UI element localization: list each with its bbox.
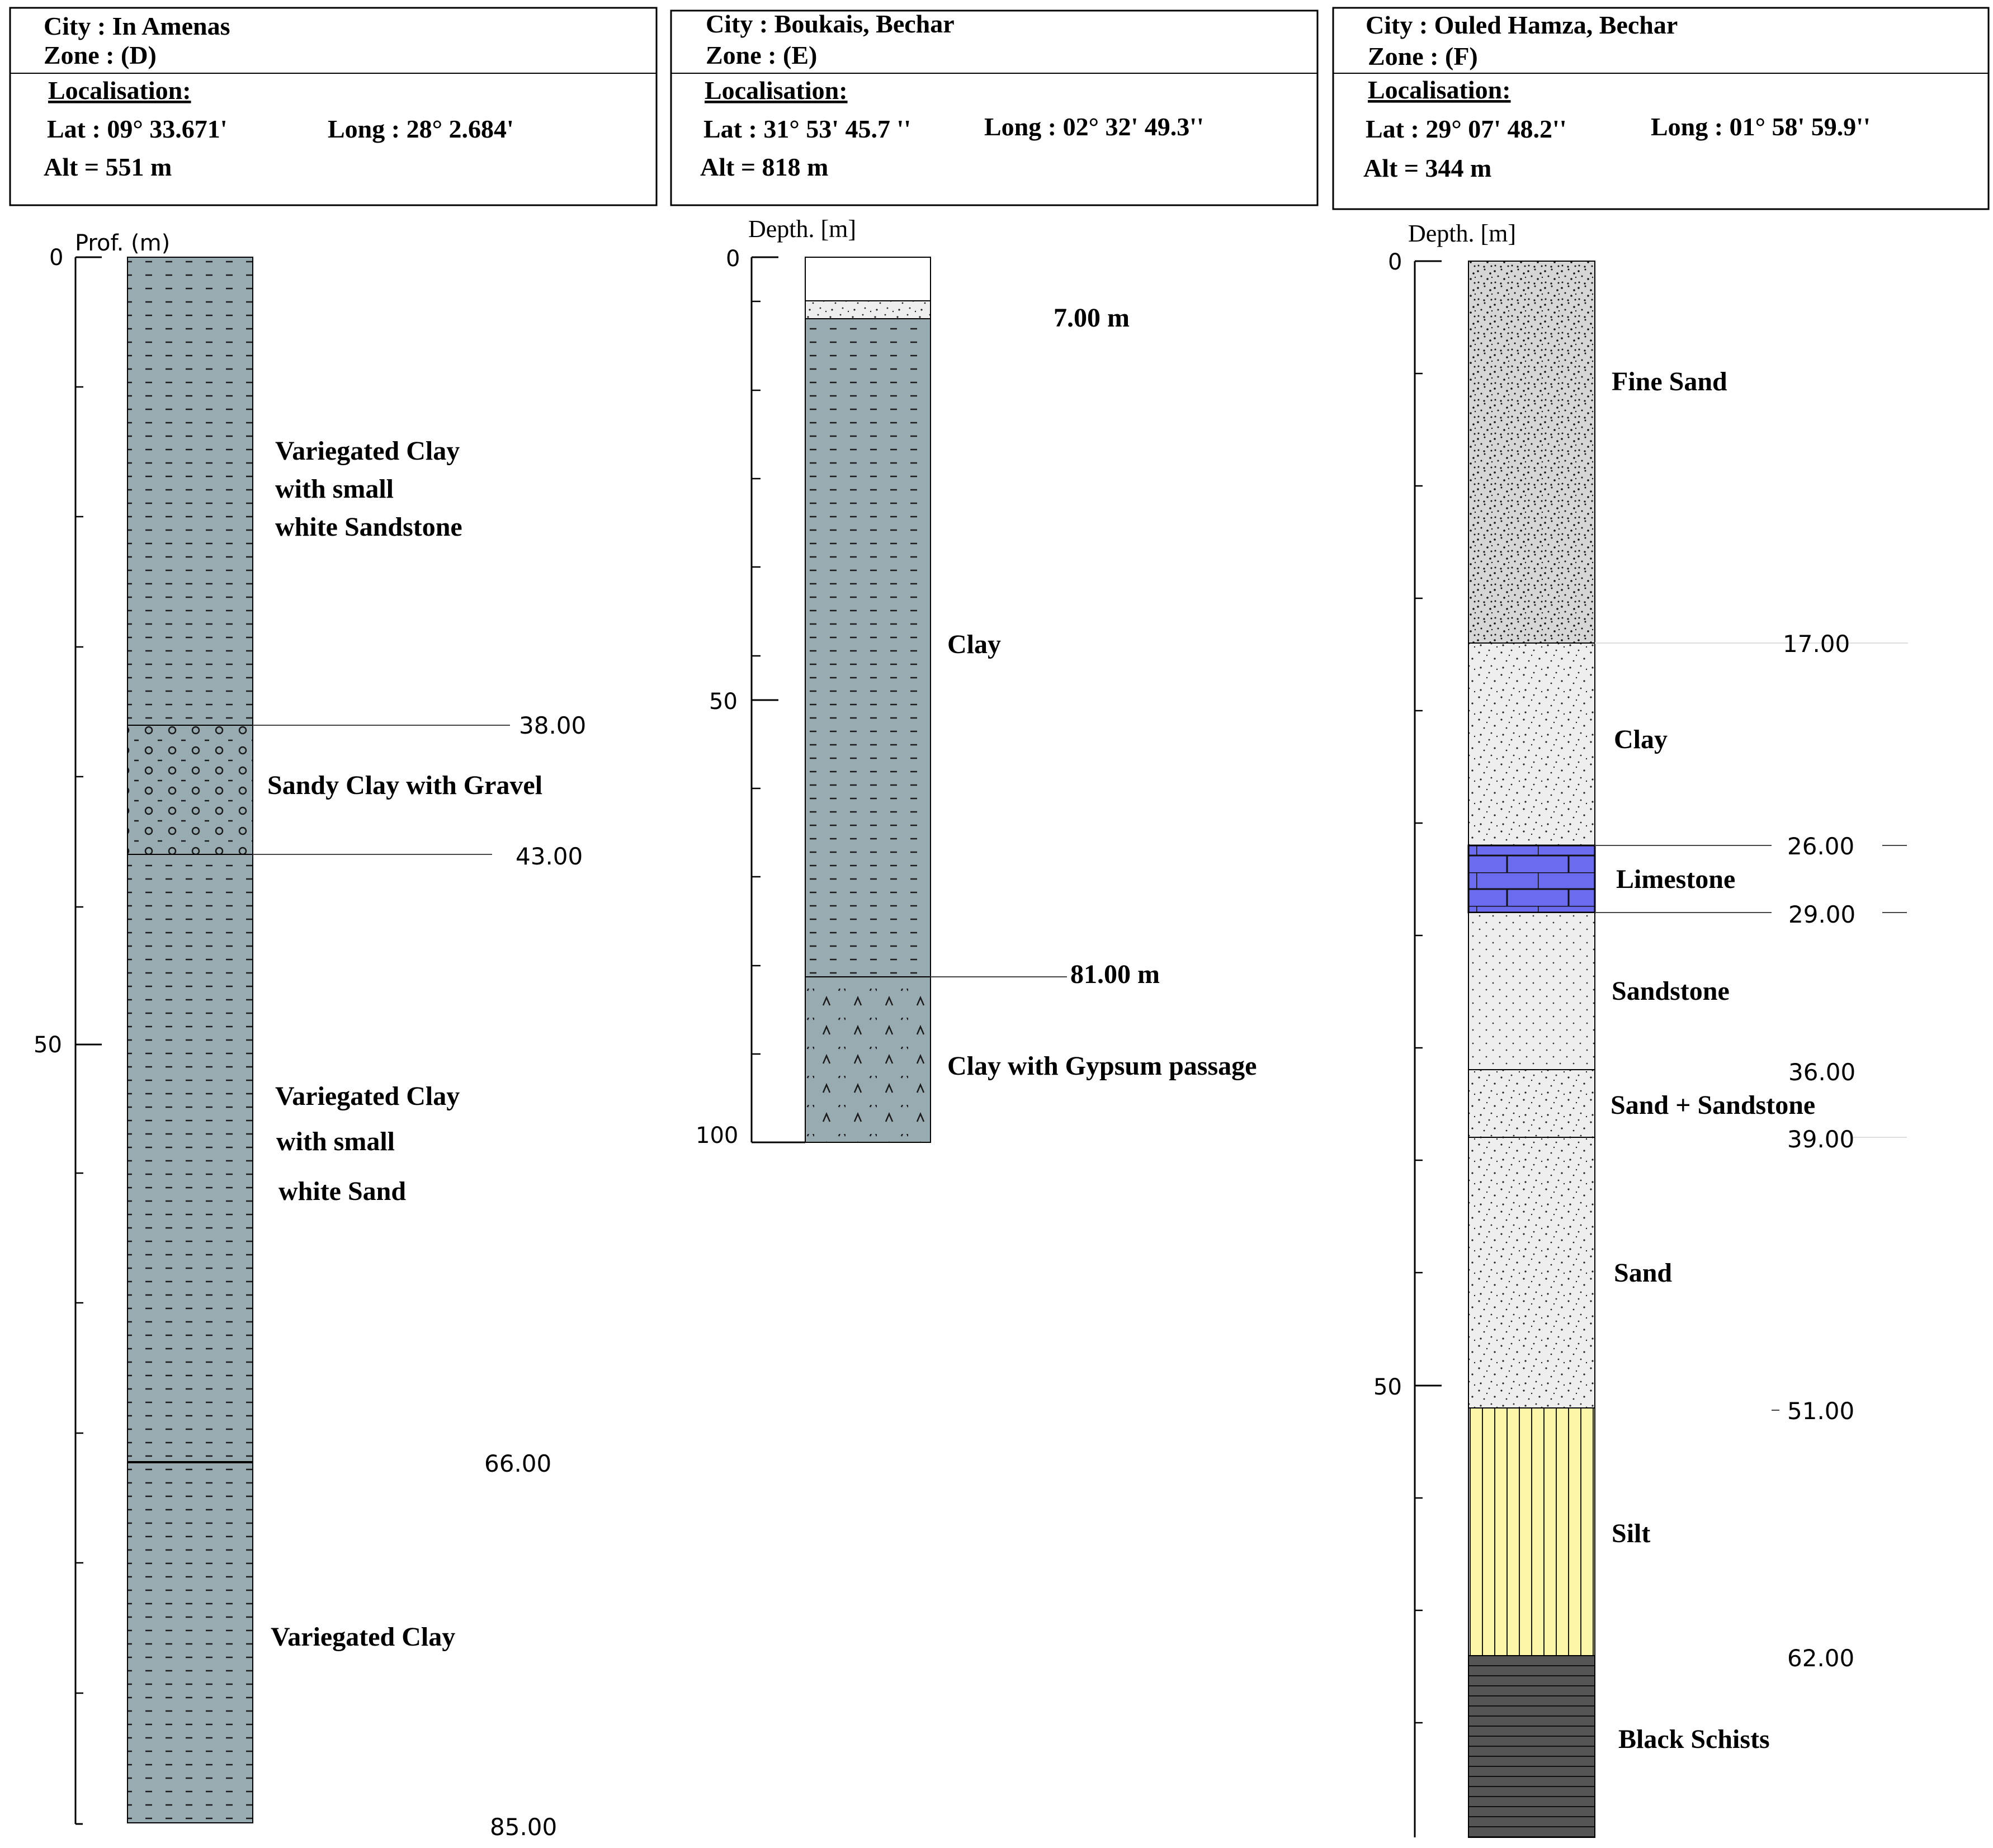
log-f-depth-62: 62.00	[1787, 1644, 1855, 1672]
log-f-tick-50: 50	[1373, 1374, 1402, 1400]
log-d-label-1-line-3: white Sandstone	[275, 512, 462, 542]
log-f-layer-black-schists	[1468, 1656, 1595, 1837]
log-e-layer-clay	[805, 319, 931, 977]
log-d-alt: Alt = 551 m	[44, 153, 172, 181]
log-f-depth-36: 36.00	[1788, 1058, 1856, 1086]
log-f-label-sand: Sand	[1614, 1258, 1673, 1288]
log-d-layer-variegated-clay	[127, 1462, 253, 1823]
log-f-depth-26: 26.00	[1787, 833, 1855, 860]
log-f-label-limestone: Limestone	[1616, 864, 1736, 894]
log-f-label-black-schists: Black Schists	[1618, 1724, 1770, 1754]
log-f-depth-51: 51.00	[1787, 1397, 1855, 1425]
log-d	[10, 8, 657, 1841]
log-d-label-3-line-3: white Sand	[278, 1176, 407, 1206]
log-f-label-sand-sandstone: Sand + Sandstone	[1611, 1090, 1816, 1120]
log-f-layer-silt	[1468, 1408, 1595, 1656]
log-f-depth-29: 29.00	[1788, 901, 1856, 928]
log-d-minor-ticks	[75, 387, 83, 1693]
log-d-long: Long : 28° 2.684'	[328, 115, 514, 143]
log-d-lat: Lat : 09° 33.671'	[47, 115, 228, 143]
log-e-tick-50: 50	[709, 689, 738, 715]
log-d-zone: Zone : (D)	[44, 41, 157, 69]
log-d-tick-50: 50	[34, 1032, 62, 1058]
log-d-depth-43: 43.00	[516, 843, 583, 870]
log-f-localisation: Localisation:	[1368, 75, 1511, 104]
log-e-axis-title: Depth. [m]	[748, 215, 857, 243]
log-d-label-1-line-2: with small	[275, 474, 394, 504]
log-e-layer-topsoil	[805, 257, 931, 301]
log-e-long: Long : 02° 32' 49.3''	[984, 112, 1204, 141]
log-f-tick-0: 0	[1388, 249, 1402, 275]
log-f-lat: Lat : 29° 07' 48.2''	[1366, 115, 1567, 143]
log-f-layer-clay	[1468, 643, 1595, 845]
log-f-layer-sand-sandstone	[1468, 1070, 1595, 1137]
log-e-alt: Alt = 818 m	[700, 153, 829, 181]
log-e-localisation: Localisation:	[705, 76, 848, 105]
log-e-depth-7: 7.00 m	[1054, 303, 1130, 333]
log-f-label-clay: Clay	[1614, 725, 1668, 754]
log-e-city: City : Boukais, Bechar	[706, 10, 955, 38]
log-d-localisation: Localisation:	[48, 76, 191, 105]
log-d-depth-38: 38.00	[519, 712, 587, 739]
log-f-layer-sand	[1468, 1137, 1595, 1408]
log-d-depth-85: 85.00	[490, 1813, 558, 1841]
log-f-zone: Zone : (F)	[1368, 42, 1478, 70]
log-d-axis-title: Prof. (m)	[75, 230, 171, 256]
log-f-long: Long : 01° 58' 59.9''	[1651, 112, 1871, 141]
log-f-minor-ticks	[1415, 374, 1423, 1723]
log-f-label-sandstone: Sandstone	[1612, 976, 1730, 1006]
log-f-layer-limestone	[1468, 845, 1595, 913]
log-d-city: City : In Amenas	[44, 12, 230, 40]
log-f-label-silt: Silt	[1612, 1519, 1651, 1548]
log-f-axis-title: Depth. [m]	[1408, 220, 1517, 247]
log-d-tick-0: 0	[49, 245, 64, 271]
log-f-depth-17: 17.00	[1783, 630, 1850, 658]
log-e-tick-0: 0	[726, 246, 740, 272]
log-e-layer-thin-sand	[805, 301, 931, 319]
log-f-alt: Alt = 344 m	[1363, 154, 1492, 182]
log-e-zone: Zone : (E)	[706, 41, 818, 69]
log-d-label-2: Sandy Clay with Gravel	[267, 771, 543, 800]
log-f-label-fine-sand: Fine Sand	[1612, 367, 1727, 396]
log-d-layer-variegated-clay-sandstone	[127, 257, 253, 725]
log-f-layer-fine-sand	[1468, 261, 1595, 643]
log-e-tick-100: 100	[696, 1123, 739, 1148]
log-d-layer-variegated-clay-sand	[127, 854, 253, 1462]
log-e-label-clay-gypsum: Clay with Gypsum passage	[947, 1051, 1257, 1081]
log-f-layer-sandstone	[1468, 913, 1595, 1070]
log-d-label-3-line-2: with small	[276, 1127, 395, 1156]
log-d-layer-sandy-clay-gravel	[127, 725, 253, 854]
log-d-label-1-line-1: Variegated Clay	[275, 436, 460, 466]
log-e-minor-ticks	[752, 301, 761, 1054]
log-e-layer-clay-gypsum	[805, 977, 931, 1142]
log-f	[1333, 8, 1989, 1837]
log-d-depth-66: 66.00	[484, 1450, 552, 1477]
log-e	[671, 10, 1317, 1148]
log-e-lat: Lat : 31° 53' 45.7 ''	[703, 115, 912, 143]
log-d-label-4: Variegated Clay	[271, 1622, 456, 1652]
log-f-depth-39: 39.00	[1787, 1126, 1855, 1153]
log-e-label-clay: Clay	[947, 630, 1001, 659]
log-f-city: City : Ouled Hamza, Bechar	[1366, 11, 1678, 39]
log-d-label-3-line-1: Variegated Clay	[275, 1081, 460, 1111]
log-e-depth-81: 81.00 m	[1070, 960, 1160, 989]
